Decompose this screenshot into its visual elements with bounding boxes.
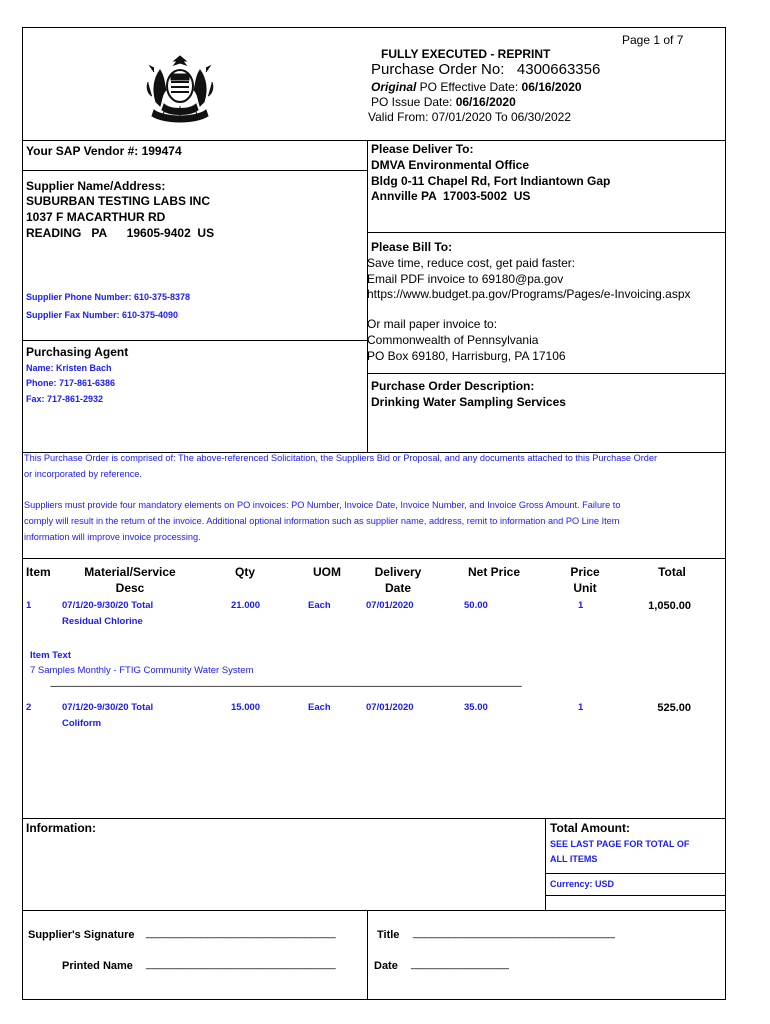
supplier-street: 1037 F MACARTHUR RD (26, 210, 166, 224)
row-1-item: 1 (26, 600, 32, 611)
valid-range: Valid From: 07/01/2020 To 06/30/2022 (368, 110, 572, 124)
effective-date: 06/16/2020 (521, 80, 582, 94)
divider-vertical-info (545, 818, 546, 910)
effective-date-line (371, 79, 582, 95)
purchasing-agent-label: Purchasing Agent (26, 345, 129, 359)
issue-label: PO Issue Date: (371, 95, 456, 109)
row-2-item: 2 (26, 702, 32, 713)
header-desc-line1: Material/Service (84, 565, 176, 579)
row-1-desc-line2: Residual Chlorine (62, 616, 143, 627)
row-2-desc (62, 700, 153, 732)
terms-line: or incorporated by reference. (24, 469, 142, 479)
issue-date: 06/16/2020 (455, 95, 516, 109)
supplier-name: SUBURBAN TESTING LABS INC (26, 194, 211, 208)
po-description: Drinking Water Sampling Services (371, 395, 566, 409)
bill-line-3: https://www.budget.pa.gov/Programs/Pages/e-Invoicing.aspx (367, 287, 691, 301)
header-delivery-line2: Date (384, 581, 411, 595)
header-total: Total (658, 565, 686, 579)
row-separator: -------------------------------------------------------------------------------------------------------------------------------------------------------------------------------------------------------------------------------------------- (50, 681, 522, 691)
header-uom: UOM (313, 565, 341, 579)
header-delivery-line1: Delivery (374, 565, 422, 579)
effective-label: PO Effective Date: (416, 80, 522, 94)
row-1-unit: 1 (578, 600, 584, 611)
terms-line: This Purchase Order is comprised of: The above-referenced Solicitation, the Suppliers Bid or Proposal, and any documents attached to this Purchase Order (24, 453, 658, 463)
item-text: 7 Samples Monthly - FTIG Community Water System (30, 665, 254, 676)
supplier-city: READING PA 19605-9402 US (26, 226, 215, 240)
supplier-signature-field[interactable]: _______________________________ (146, 927, 336, 939)
row-1-desc (62, 598, 153, 630)
divider-signature (22, 910, 726, 911)
deliver-to-label: Please Deliver To: (371, 142, 474, 156)
item-text-label: Item Text (30, 650, 72, 661)
bill-line-1: Save time, reduce cost, get paid faster: (367, 256, 576, 270)
total-amount-label: Total Amount: (550, 821, 630, 835)
terms-line: information will improve invoice processing. (24, 532, 201, 542)
bill-line-6: PO Box 69180, Harrisburg, PA 17106 (367, 349, 566, 363)
divider-vertical-signature (367, 910, 368, 1000)
row-1-qty: 21.000 (231, 600, 261, 611)
bill-to-label: Please Bill To: (371, 240, 453, 254)
divider-vendor (22, 170, 367, 171)
row-1-uom: Each (308, 600, 331, 611)
deliver-line-3: Annville PA 17003-5002 US (371, 189, 531, 203)
row-1-total: 1,050.00 (648, 600, 691, 612)
header-delivery (363, 564, 433, 596)
row-2-uom: Each (308, 702, 331, 713)
terms-paragraph-1 (24, 450, 724, 482)
bill-line-2: Email PDF invoice to 69180@pa.gov (367, 272, 564, 286)
effective-prefix: Original (371, 80, 417, 94)
title-label: Title (377, 929, 400, 941)
agent-fax: Fax: 717-861-2932 (26, 394, 104, 404)
deliver-line-2: Bldg 0-11 Chapel Rd, Fort Indiantown Gap (371, 174, 611, 188)
supplier-phone: Supplier Phone Number: 610-375-8378 (26, 292, 191, 302)
total-note-line2: ALL ITEMS (550, 854, 598, 864)
issue-date-line (371, 94, 516, 110)
page-indicator: Page 1 of 7 (622, 33, 684, 47)
date-field[interactable]: ________________ (411, 958, 509, 970)
row-2-date: 07/01/2020 (366, 702, 414, 713)
header-price-unit (562, 564, 608, 596)
row-2-net: 35.00 (464, 702, 488, 713)
header-desc-line2: Desc (115, 581, 145, 595)
total-note-line1: SEE LAST PAGE FOR TOTAL OF (550, 839, 690, 849)
sap-vendor-number: Your SAP Vendor #: 199474 (26, 144, 182, 158)
row-2-unit: 1 (578, 702, 584, 713)
deliver-line-1: DMVA Environmental Office (371, 158, 530, 172)
divider-currency (545, 895, 726, 896)
supplier-fax: Supplier Fax Number: 610-375-4090 (26, 310, 179, 320)
row-1-desc-line1: 07/1/20-9/30/20 Total (62, 600, 154, 611)
terms-paragraph-2 (24, 497, 724, 545)
pennsylvania-seal-icon (140, 52, 220, 124)
divider-bill (367, 373, 726, 374)
divider-total (545, 873, 726, 874)
terms-line: Suppliers must provide four mandatory elements on PO invoices: PO Number, Invoice Date, Invoice Number, and Invoice Gross Amount. Failure to (24, 500, 621, 510)
header-net-price: Net Price (467, 565, 521, 579)
row-2-total: 525.00 (657, 702, 691, 714)
printed-name-label: Printed Name (62, 960, 133, 972)
header-desc (70, 564, 190, 596)
divider-agent (22, 340, 367, 341)
status-label: FULLY EXECUTED - REPRINT (381, 47, 551, 61)
header-price-unit-line1: Price (570, 565, 600, 579)
po-number: 4300663356 (516, 61, 601, 78)
po-description-label: Purchase Order Description: (371, 379, 535, 393)
bill-line-5: Commonwealth of Pennsylvania (367, 333, 539, 347)
header-item: Item (26, 565, 51, 579)
divider-info (22, 818, 726, 819)
supplier-name-label: Supplier Name/Address: (26, 179, 166, 193)
row-2-desc-line1: 07/1/20-9/30/20 Total (62, 702, 154, 713)
agent-name: Name: Kristen Bach (26, 363, 112, 373)
printed-name-field[interactable]: _______________________________ (146, 958, 336, 970)
information-label: Information: (26, 821, 96, 835)
po-number-line (371, 61, 600, 79)
title-field[interactable]: _________________________________ (413, 927, 615, 939)
row-2-qty: 15.000 (231, 702, 261, 713)
terms-line: comply will result in the return of the invoice. Additional optional information such as supplier name, address, remit to information and PO Line Item (24, 516, 620, 526)
currency: Currency: USD (550, 879, 615, 889)
divider-deliver (367, 232, 726, 233)
row-1-date: 07/01/2020 (366, 600, 414, 611)
header-qty: Qty (234, 565, 255, 579)
bill-line-4: Or mail paper invoice to: (367, 317, 498, 331)
supplier-signature-label: Supplier's Signature (28, 929, 135, 941)
header-price-unit-line2: Unit (573, 581, 597, 595)
row-2-desc-line2: Coliform (62, 718, 102, 729)
date-label: Date (374, 960, 398, 972)
row-1-net: 50.00 (464, 600, 488, 611)
divider-table (22, 558, 726, 559)
po-number-label: Purchase Order No: (371, 61, 505, 78)
agent-phone: Phone: 717-861-6386 (26, 378, 116, 388)
